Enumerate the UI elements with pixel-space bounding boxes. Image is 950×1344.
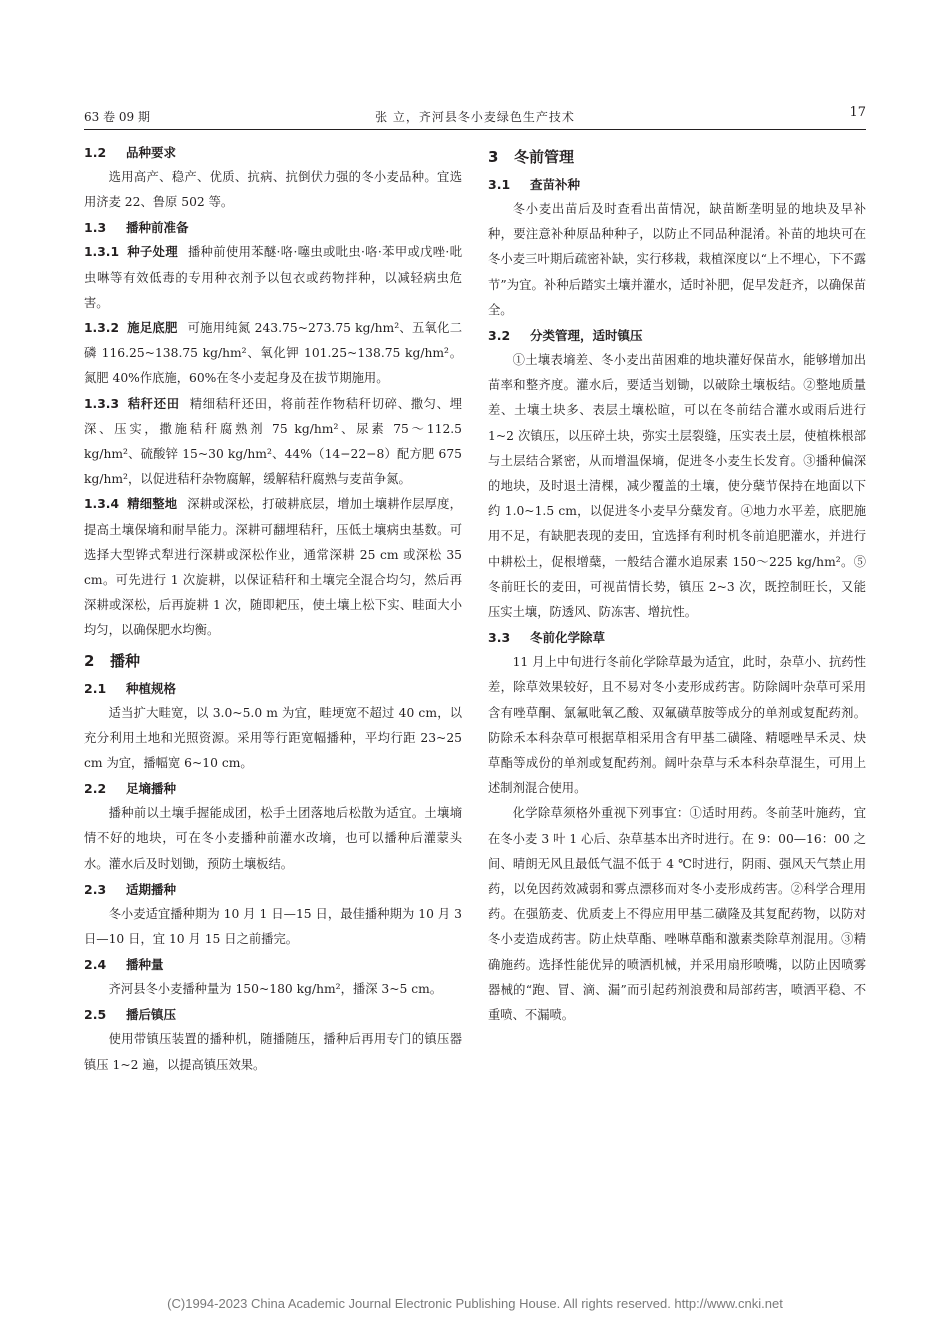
paragraph: ①土壤表墒差、冬小麦出苗困难的地块灌好保苗水，能够增加出苗率和整齐度。灌水后，要适当划锄，以破除土壤板结。②整地质量差、土壤土块多、表层土壤松暄，可以在冬前结合灌水或雨后进行 1~2 次镇压，以压碎土块，弥实土层裂缝，压实表土层，使植株根部与土层结合紧密，从而增温保墒，促进冬小麦生长发育。③播种偏深的地块，及时退土清棵，减少覆盖的土壤，使分蘖节保持在地面以下约 1.0~1.5 cm，以促进冬小麦早分蘖发育。④地力水平差，底肥施用不足，有缺肥表现的麦田，宜选择有利时机冬前追肥灌水，并进行中耕松土，促根增蘖，一般结合灌水追尿素 150～225 kg/hm²。⑤冬前旺长的麦田，可视苗情长势，镇压 2~3 次，既控制旺长，又能压实土壤，防透风、防冻害、增抗性。	[488, 353, 866, 620]
section-heading: 1.3 播种前准备	[84, 220, 189, 236]
run-in-paragraph: 1.3.2 施足底肥 可施用纯氮 243.75~273.75 kg/hm²、五氧化二磷 116.25~138.75 kg/hm²、氧化钾 101.25~138.75 kg/hm²。氮肥 40%作底施，60%在冬小麦起身及在拔节期施用。	[84, 321, 462, 386]
run-in-paragraph: 1.3.4 精细整地 深耕或深松，打破耕底层，增加土壤耕作层厚度，提高土壤保墒和耐旱能力。深耕可翻埋秸秆，压低土壤病虫基数。可选择大型铧式犁进行深耕或深松作业，通常深耕 25 cm 或深松 35 cm。可先进行 1 次旋耕，以保证秸秆和土壤完全混合均匀，然后再深耕或深松，后再旋耕 1 次，随即耙压，使土壤上松下实、畦面大小均匀，以确保肥水均衡。	[84, 497, 462, 638]
right-column	[488, 140, 866, 1028]
left-column	[84, 140, 462, 1078]
paragraph: 选用高产、稳产、优质、抗病、抗倒伏力强的冬小麦品种。宜选用济麦 22、鲁原 502 等。	[84, 170, 462, 210]
run-in-paragraph: 1.3.3 秸秆还田 精细秸秆还田，将前茬作物秸秆切碎、撒匀、埋深、压实，撒施秸秆腐熟剂 75 kg/hm²、尿素 75～112.5 kg/hm²、硫酸锌 15~30 kg/hm²、44%（14−22−8）配方肥 675 kg/hm²，以促进秸秆杂物腐解，缓解秸秆腐熟与麦苗争氮。	[84, 396, 462, 487]
run-in-paragraph: 1.3.1 种子处理 播种前使用苯醚·咯·噻虫或吡虫·咯·苯甲或戊唑·吡虫啉等有效低毒的专用种衣剂予以包衣或药物拌种，以减轻病虫危害。	[84, 245, 462, 310]
page-number: 17	[849, 105, 866, 120]
section-heading: 3.3 冬前化学除草	[488, 630, 606, 646]
section-heading: 1.2 品种要求	[84, 145, 177, 160]
section-heading: 2.4 播种量	[84, 957, 164, 973]
section-heading: 2.2 足墒播种	[84, 781, 177, 797]
paragraph: 化学除草须格外重视下列事宜：①适时用药。冬前茎叶施药，宜在冬小麦 3 叶 1 心后、杂草基本出齐时进行。在 9：00—16：00 之间、晴朗无风且最低气温不低于 4 ℃时进行，阴雨、强风天气禁止用药，以免因药效减弱和雾点漂移而对冬小麦形成药害。②科学合理用药。在强筋麦、优质麦上不得应用甲基二磺隆及其复配药物，以防对冬小麦造成药害。防止炔草酯、唑啉草酯和激素类除草剂混用。③精确施药。选择性能优异的喷洒机械，并采用扇形喷嘴，以防止因喷雾器械的“跑、冒、滴、漏”而引起药剂浪费和局部药害，喷洒平稳、不重喷、不漏喷。	[488, 806, 866, 1023]
section-heading: 2.1 种植规格	[84, 680, 177, 696]
chapter-heading: 2 播种	[84, 651, 141, 670]
running-header	[84, 105, 866, 130]
paragraph: 适当扩大畦宽，以 3.0~5.0 m 为宜，畦埂宽不超过 40 cm，以充分利用土地和光照资源。采用等行距宽幅播种，平均行距 23~25 cm 为宜，播幅宽 6~10 cm。	[84, 705, 462, 771]
chapter-heading: 3 冬前管理	[488, 148, 575, 166]
section-heading: 2.5 播后镇压	[84, 1007, 177, 1023]
journal-volume: 63 卷 09 期	[84, 110, 150, 124]
copyright-footer: (C)1994-2023 China Academic Journal Electronic Publishing House. All rights reserved. http://www.cnki.net	[167, 1296, 783, 1311]
paragraph: 冬小麦适宜播种期为 10 月 1 日—15 日，最佳播种期为 10 月 3 日—10 日，宜 10 月 15 日之前播完。	[84, 906, 462, 947]
section-heading: 3.2 分类管理，适时镇压	[488, 328, 643, 344]
section-heading: 3.1 查苗补种	[488, 177, 581, 192]
paragraph: 使用带镇压装置的播种机，随播随压，播种后再用专门的镇压器镇压 1~2 遍，以提高镇压效果。	[84, 1032, 462, 1072]
paragraph: 11 月上中旬进行冬前化学除草最为适宜，此时，杂草小、抗药性差，除草效果较好，且不易对冬小麦形成药害。防除阔叶杂草可采用含有唑草酮、氯氟吡氧乙酸、双氟磺草胺等成分的单剂或复配药剂。防除禾本科杂草可根据草相采用含有甲基二磺隆、精噁唑旱禾灵、炔草酯等成份的单剂或复配药剂。阔叶杂草与禾本科杂草混生，可用上述制剂混合使用。	[488, 655, 866, 796]
paragraph: 齐河县冬小麦播种量为 150~180 kg/hm²，播深 3~5 cm。	[108, 982, 443, 997]
section-heading: 2.3 适期播种	[84, 881, 177, 897]
running-title: 张 立，齐河县冬小麦绿色生产技术	[375, 110, 575, 124]
paragraph: 播种前以土壤手握能成团，松手土团落地后松散为适宜。土壤墒情不好的地块，可在冬小麦播种前灌水改墒，也可以播种后灌蒙头水。灌水后及时划锄，预防土壤板结。	[84, 806, 462, 871]
paragraph: 冬小麦出苗后及时查看出苗情况，缺苗断垄明显的地块及早补种，要注意补种原品种种子，以防止不同品种混淆。补苗的地块可在冬小麦三叶期后疏密补缺，实行移栽，栽植深度以“上不埋心，下不露节”为宜。补种后踏实土壤并灌水，适时补肥，促早发赶齐，以确保苗全。	[488, 202, 866, 317]
